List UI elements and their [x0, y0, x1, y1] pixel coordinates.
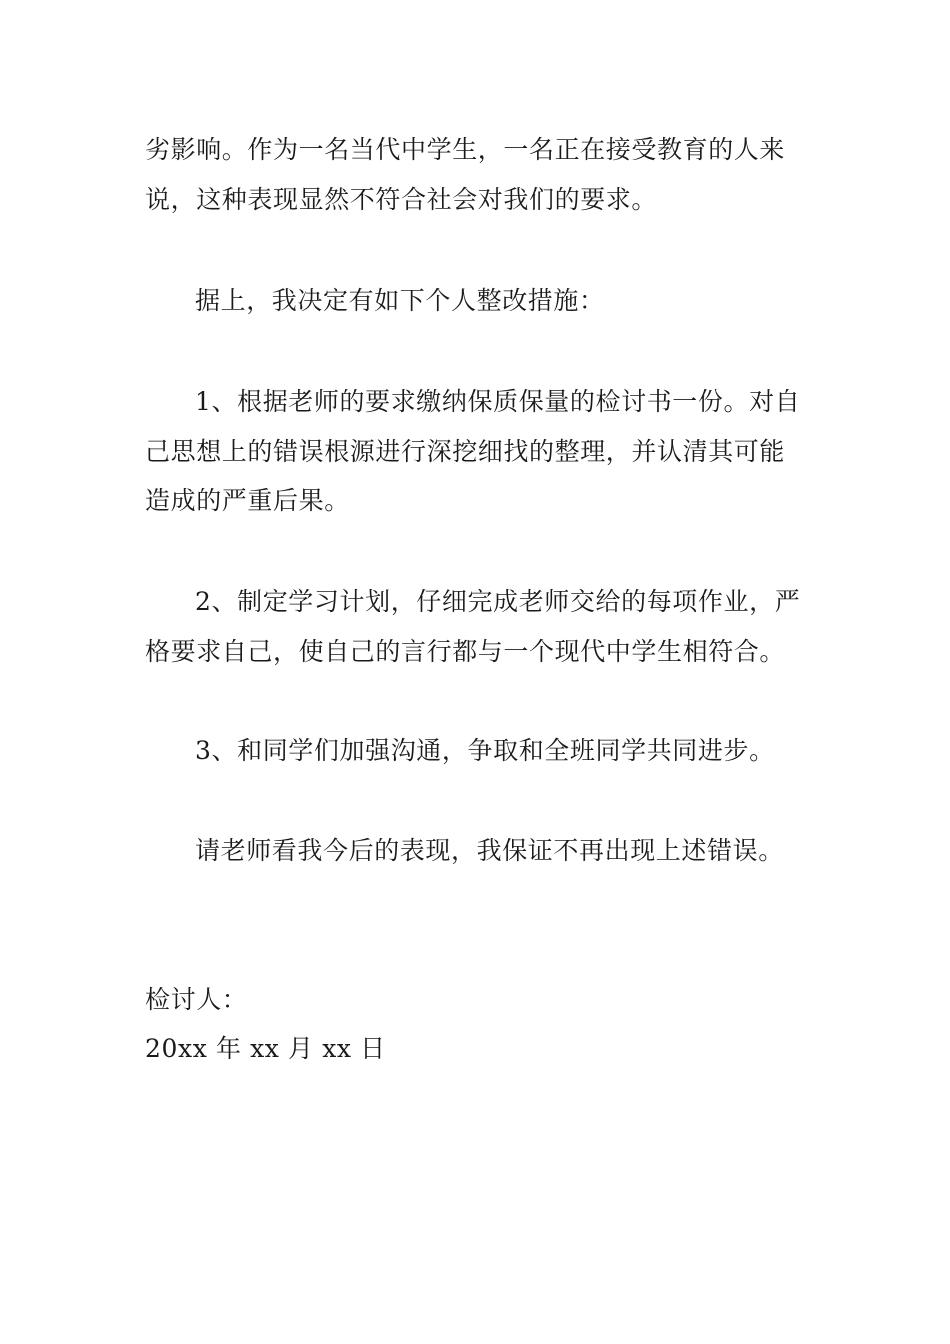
- measure-2-line-1: 2、制定学习计划，仔细完成老师交给的每项作业，严: [195, 587, 801, 616]
- paragraph-1-line-2: 说，这种表现显然不符合社会对我们的要求。: [145, 185, 658, 214]
- measure-1-line-2: 己思想上的错误根源进行深挖细找的整理，并认清其可能: [145, 437, 786, 466]
- measure-3: 3、和同学们加强沟通，争取和全班同学共同进步。: [195, 736, 775, 765]
- signature-date: 20xx 年 xx 月 xx 日: [145, 1034, 386, 1063]
- closing-statement: 请老师看我今后的表现，我保证不再出现上述错误。: [195, 836, 784, 865]
- measure-1-line-1: 1、根据老师的要求缴纳保质保量的检讨书一份。对自: [195, 387, 801, 416]
- paragraph-1-line-1: 劣影响。作为一名当代中学生，一名正在接受教育的人来: [145, 135, 786, 164]
- paragraph-2: 据上，我决定有如下个人整改措施：: [195, 286, 605, 315]
- signature-label: 检讨人：: [145, 985, 248, 1014]
- measure-1-line-3: 造成的严重后果。: [145, 486, 350, 515]
- measure-2-line-2: 格要求自己，使自己的言行都与一个现代中学生相符合。: [145, 637, 786, 666]
